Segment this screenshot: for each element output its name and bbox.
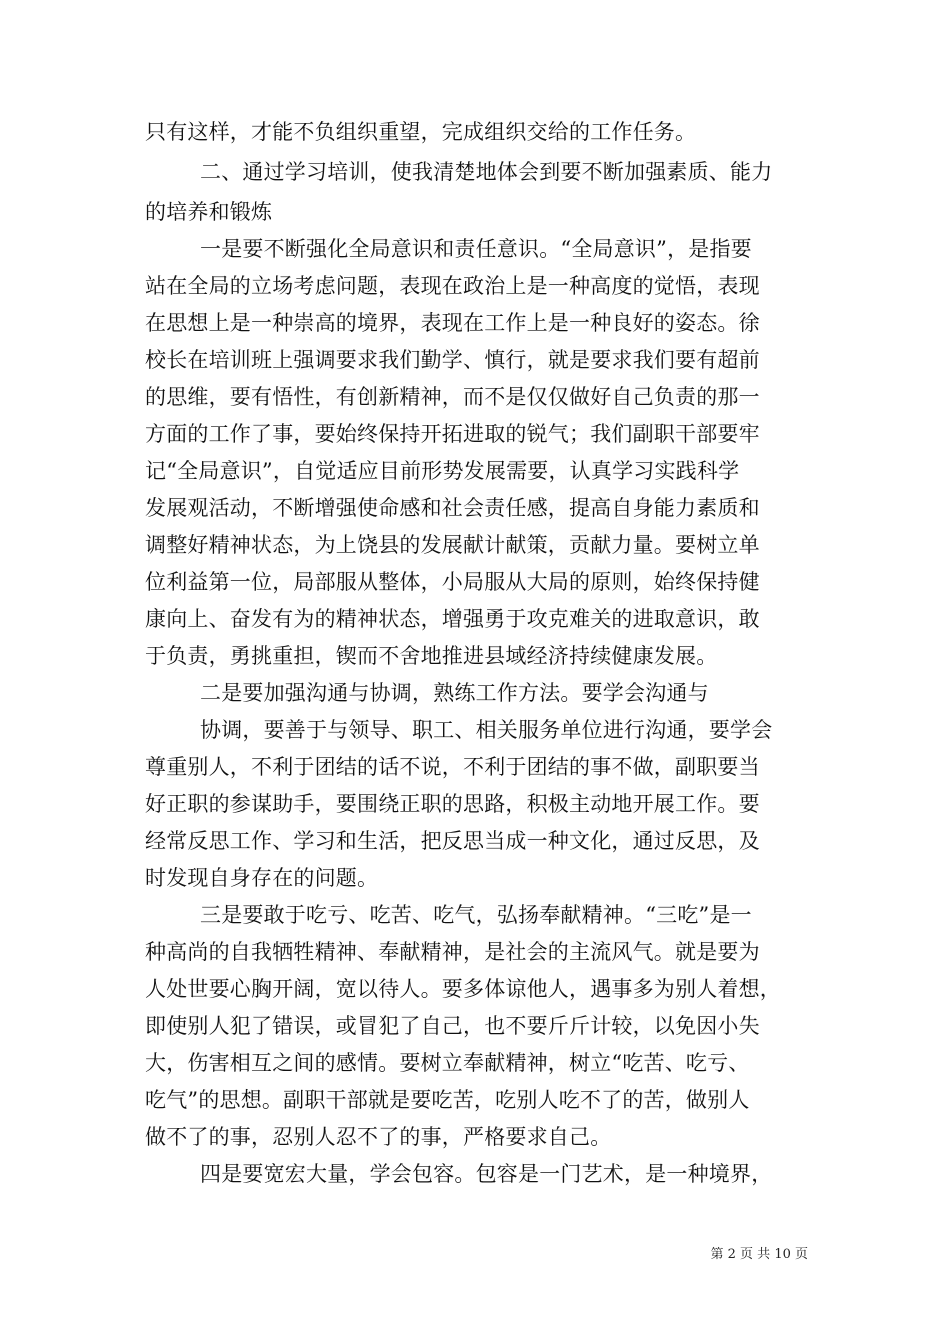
text-line: 做不了的事，忍别人忍不了的事，严格要求自己。 — [145, 1125, 612, 1149]
text-line: 发展观活动，不断增强使命感和社会责任感，提高自身能力素质和 — [145, 496, 760, 520]
text-line: 人处世要心胸开阔，宽以待人。要多体谅他人，遇事多为别人着想， — [145, 977, 781, 1001]
text-line: 位利益第一位，局部服从整体，小局服从大局的原则，始终保持健 — [145, 570, 760, 594]
text-line: 校长在培训班上强调要求我们勤学、慎行，就是要求我们要有超前 — [145, 348, 760, 372]
text-line: 站在全局的立场考虑问题，表现在政治上是一种高度的觉悟，表现 — [145, 274, 760, 298]
text-line: 调整好精神状态，为上饶县的发展献计献策，贡献力量。要树立单 — [145, 533, 760, 557]
text-line: 记“全局意识”，自觉适应目前形势发展需要，认真学习实践科学 — [145, 459, 740, 483]
text-line: 即使别人犯了错误，或冒犯了自己，也不要斤斤计较，以免因小失 — [145, 1014, 760, 1038]
paragraph-first-line: 二是要加强沟通与协调，熟练工作方法。要学会沟通与 — [200, 681, 709, 705]
text-line: 协调，要善于与领导、职工、相关服务单位进行沟通，要学会 — [200, 718, 773, 742]
page-number-footer: 第 2 页 共 10 页 — [710, 1247, 808, 1262]
text-line: 方面的工作了事，要始终保持开拓进取的锐气；我们副职干部要牢 — [145, 422, 760, 446]
paragraph-first-line: 三是要敢于吃亏、吃苦、吃气，弘扬奉献精神。“三吃”是一 — [200, 903, 752, 927]
text-line: 好正职的参谋助手，要围绕正职的思路，积极主动地开展工作。要 — [145, 792, 760, 816]
text-line: 于负责，勇挑重担，锲而不舍地推进县域经济持续健康发展。 — [145, 644, 718, 668]
section-heading-line: 的培养和锻炼 — [145, 200, 273, 224]
text-line: 种高尚的自我牺牲精神、奉献精神，是社会的主流风气。就是要为 — [145, 940, 760, 964]
text-line: 尊重别人，不利于团结的话不说，不利于团结的事不做，副职要当 — [145, 755, 760, 779]
section-heading-line: 二、通过学习培训，使我清楚地体会到要不断加强素质、能力 — [200, 160, 773, 184]
paragraph-first-line: 一是要不断强化全局意识和责任意识。“全局意识”，是指要 — [200, 237, 752, 261]
text-line: 吃气”的思想。副职干部就是要吃苦，吃别人吃不了的苦，做别人 — [145, 1088, 750, 1112]
text-line: 时发现自身存在的问题。 — [145, 866, 379, 890]
text-line: 经常反思工作、学习和生活，把反思当成一种文化，通过反思，及 — [145, 829, 760, 853]
text-line: 只有这样，才能不负组织重望，完成组织交给的工作任务。 — [145, 120, 697, 144]
text-line: 在思想上是一种崇高的境界，表现在工作上是一种良好的姿态。徐 — [145, 311, 760, 335]
text-line: 大，伤害相互之间的感情。要树立奉献精神，树立“吃苦、吃亏、 — [145, 1051, 750, 1075]
paragraph-first-line: 四是要宽宏大量，学会包容。包容是一门艺术，是一种境界， — [200, 1162, 773, 1186]
text-line: 康向上、奋发有为的精神状态，增强勇于攻克难关的进取意识，敢 — [145, 607, 760, 631]
text-line: 的思维，要有悟性，有创新精神，而不是仅仅做好自己负责的那一 — [145, 385, 760, 409]
